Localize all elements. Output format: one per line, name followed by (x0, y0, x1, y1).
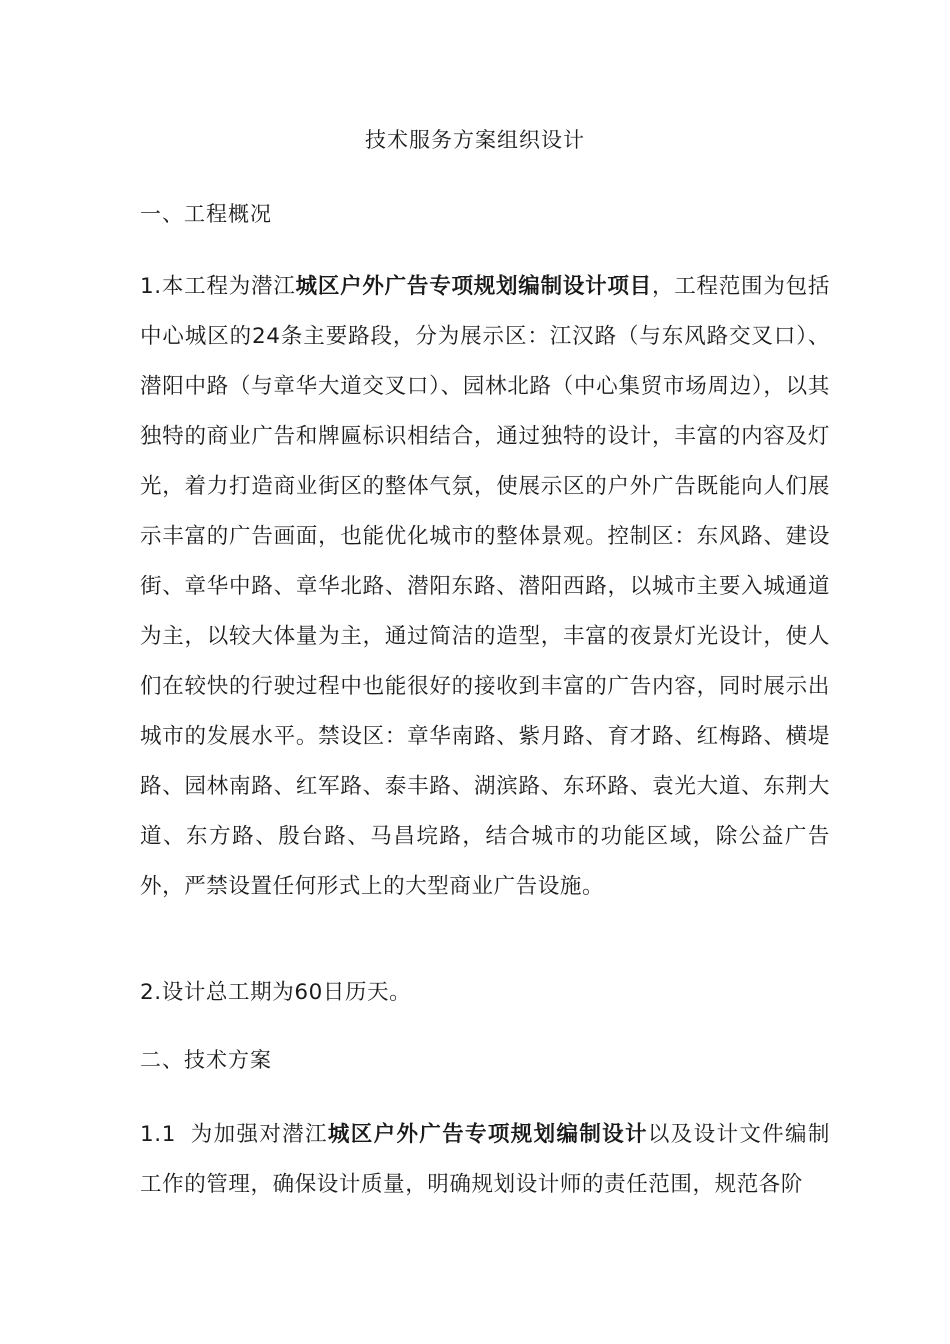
project-name-bold: 城区户外广告专项规划编制设计 (327, 1122, 648, 1147)
project-name-bold: 城区户外广告专项规划编制设计项目 (295, 274, 652, 299)
paragraph-number: 1. (140, 274, 162, 299)
paragraph-text-post: 以及设计文件编制工作的管理，确保设计质量，明确规划设计师的责任范围，规范各阶 (140, 1122, 831, 1197)
paragraph-number: 1.1 (140, 1122, 176, 1147)
paragraph-technical-plan (140, 1110, 830, 1210)
paragraph-text-post: ，工程范围为包括中心城区的24条主要路段，分为展示区：江汉路（与东风路交叉口）、潜阳中路（与章华大道交叉口）、园林北路（中心集贸市场周边），以其独特的商业广告和牌匾标识相结合，通过独特的设计，丰富的内容及灯光，着力打造商业街区的整体气氛，使展示区的户外广告既能向人们展示丰富的广告画面，也能优化城市的整体景观。控制区：东风路、建设街、章华中路、章华北路、潜阳东路、潜阳西路，以城市主要入城通道为主，以较大体量为主，通过简洁的造型，丰富的夜景灯光设计，使人们在较快的行驶过程中也能很好的接收到丰富的广告内容，同时展示出城市的发展水平。禁设区：章华南路、紫月路、育才路、红梅路、横堤路、园林南路、红军路、泰丰路、湖滨路、东环路、袁光大道、东荆大道、东方路、殷台路、马昌垸路，结合城市的功能区域，除公益广告外，严禁设置任何形式上的大型商业广告设施。 (140, 274, 830, 899)
section-heading-technical-plan: 二、技术方案 (140, 1048, 272, 1072)
section-heading-overview: 一、工程概况 (140, 202, 272, 226)
paragraph-project-scope (140, 262, 830, 912)
paragraph-text-pre: 本工程为潜江 (161, 274, 296, 299)
paragraph-text-pre: 为加强对潜江 (190, 1122, 328, 1147)
document-title: 技术服务方案组织设计 (365, 128, 585, 152)
paragraph-duration: 2.设计总工期为60日历天。 (140, 980, 412, 1005)
